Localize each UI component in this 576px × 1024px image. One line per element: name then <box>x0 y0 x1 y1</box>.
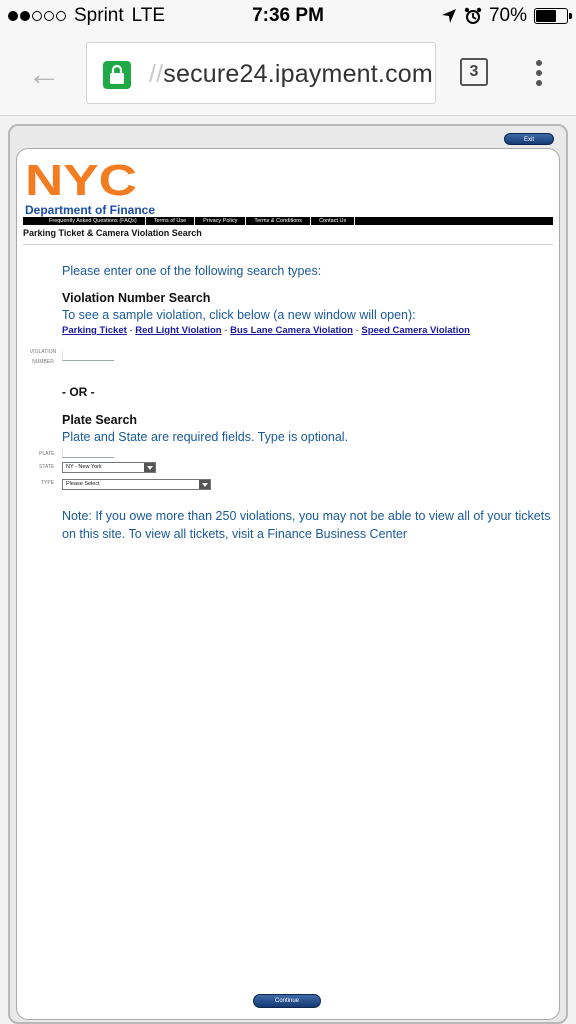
violation-search-heading: Violation Number Search <box>62 291 211 305</box>
alarm-clock-icon <box>464 7 482 25</box>
type-selected-value: Please Select <box>66 481 100 487</box>
sample-links <box>62 325 470 336</box>
nav-privacy-policy[interactable]: Privacy Policy <box>195 217 246 225</box>
plate-label: PLATE <box>39 451 55 457</box>
link-bus-lane-camera-violation[interactable]: Bus Lane Camera Violation <box>230 325 353 336</box>
status-time: 7:36 PM <box>252 5 324 26</box>
battery-icon <box>534 8 568 24</box>
violation-label-line1: VIOLATION <box>29 349 57 355</box>
browser-toolbar <box>0 34 576 116</box>
secure-lock-icon <box>103 61 131 89</box>
intro-text: Please enter one of the following search types: <box>62 264 322 278</box>
chevron-down-icon <box>144 463 155 472</box>
state-selected-value: NY - New York <box>66 464 102 470</box>
link-parking-ticket[interactable]: Parking Ticket <box>62 325 127 336</box>
link-sep: - <box>221 325 231 336</box>
type-label: TYPE <box>41 480 55 486</box>
overflow-menu-icon[interactable] <box>534 60 544 90</box>
location-arrow-icon <box>441 8 457 24</box>
url-host: secure24.ipayment.com <box>163 60 433 88</box>
nyc-logo <box>25 159 139 199</box>
sample-violation-text: To see a sample violation, click below (a new window will open): <box>62 308 416 322</box>
nav-terms-conditions[interactable]: Terms & Conditions <box>246 217 311 225</box>
network-type: LTE <box>131 5 166 26</box>
state-select[interactable] <box>62 462 156 473</box>
violation-number-input[interactable] <box>62 351 114 361</box>
link-speed-camera-violation[interactable]: Speed Camera Violation <box>361 325 470 336</box>
plate-required-text: Plate and State are required fields. Type is optional. <box>62 430 349 444</box>
violation-number-label <box>29 347 57 367</box>
status-right <box>441 5 568 27</box>
nav-faq[interactable]: Frequently Asked Questions (FAQs) <box>41 217 146 225</box>
plate-input[interactable] <box>62 448 114 458</box>
exit-button[interactable]: Exit <box>504 133 554 145</box>
top-nav <box>23 217 553 225</box>
back-button[interactable]: ← <box>27 55 61 93</box>
url-protocol: // <box>149 60 164 88</box>
url-text <box>149 60 433 89</box>
state-label: STATE <box>39 464 55 470</box>
page-subtitle: Parking Ticket & Camera Violation Search <box>23 228 202 238</box>
department-name: Department of Finance <box>25 203 156 217</box>
link-red-light-violation[interactable]: Red Light Violation <box>135 325 222 336</box>
logo-text: NYC <box>25 159 137 199</box>
carrier-name: Sprint <box>74 5 124 26</box>
type-select[interactable] <box>62 479 211 490</box>
continue-button[interactable]: Continue <box>253 994 321 1008</box>
or-separator: - OR - <box>62 385 95 399</box>
link-sep: - <box>352 325 362 336</box>
violation-label-line2: NUMBER <box>32 359 54 365</box>
violations-note: Note: If you owe more than 250 violations, you may not be able to view all of your tickets on this site. To view all tickets, visit a Finance Business Center <box>62 509 551 541</box>
address-bar[interactable] <box>86 42 436 104</box>
nav-terms-of-use[interactable]: Terms of Use <box>146 217 195 225</box>
status-bar <box>0 0 576 34</box>
plate-search-heading: Plate Search <box>62 413 138 427</box>
divider <box>23 244 553 245</box>
battery-percent: 70% <box>488 5 527 26</box>
page-frame <box>8 124 568 1024</box>
web-page <box>0 116 576 1024</box>
link-sep: - <box>126 325 136 336</box>
content-panel <box>16 148 560 1020</box>
tab-switcher-button[interactable]: 3 <box>460 58 488 86</box>
nav-contact-us[interactable]: Contact Us <box>311 217 355 225</box>
chevron-down-icon <box>199 480 210 489</box>
